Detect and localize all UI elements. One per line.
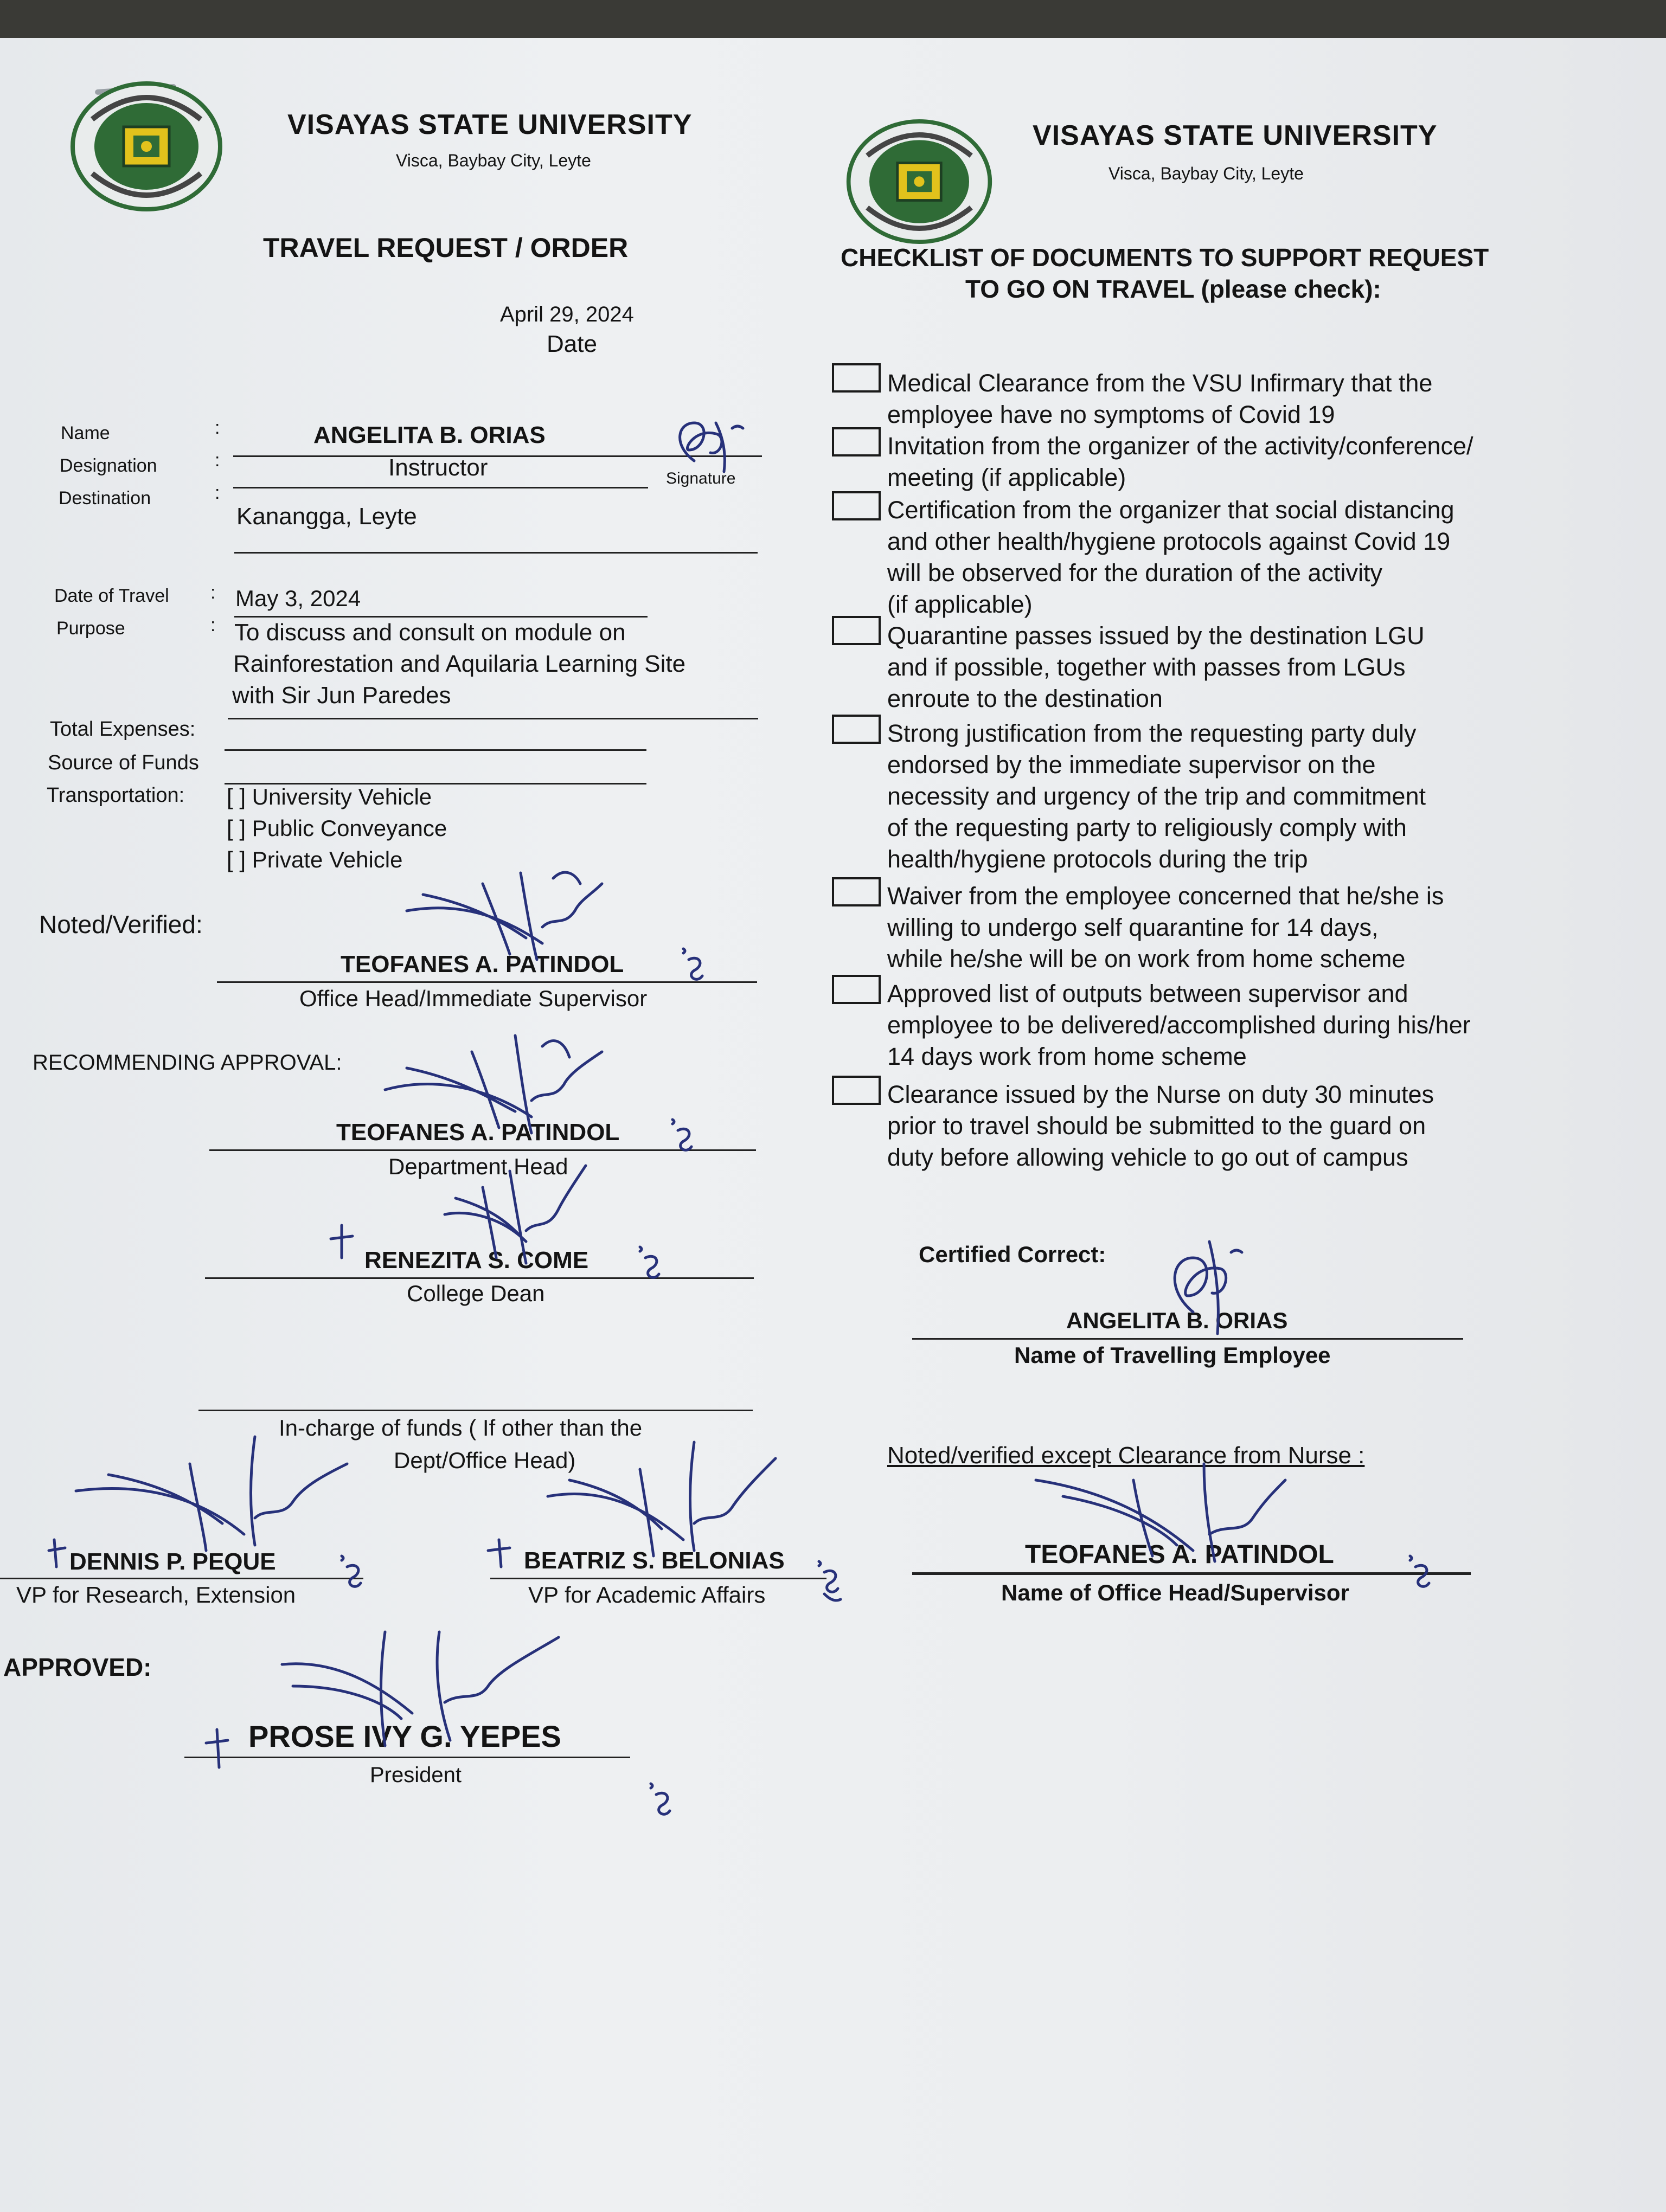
- signature-icon: [662, 412, 759, 477]
- checkbox-approved-outputs[interactable]: [832, 975, 881, 1004]
- date-label: Date: [547, 331, 597, 357]
- total-expenses-line: [225, 749, 646, 751]
- checklist-item-line: duty before allowing vehicle to go out of campus: [887, 1143, 1408, 1171]
- date-of-travel-label: Date of Travel: [54, 586, 169, 606]
- dept-head-name: TEOFANES A. PATINDOL: [336, 1119, 620, 1146]
- university-address: Visca, Baybay City, Leyte: [1108, 164, 1304, 183]
- date-of-travel-value: May 3, 2024: [235, 586, 361, 611]
- university-name: VISAYAS STATE UNIVERSITY: [287, 109, 693, 140]
- certified-correct-label: Certified Correct:: [919, 1242, 1106, 1267]
- checklist-item-line: health/hygiene protocols during the trip: [887, 845, 1308, 873]
- transportation-label: Transportation:: [47, 784, 185, 807]
- colon: :: [210, 582, 216, 603]
- checklist-item-line: and if possible, together with passes from LGUs: [887, 653, 1406, 681]
- recommending-approval-label: RECOMMENDING APPROVAL:: [33, 1051, 342, 1075]
- noted-signature-line: [217, 981, 757, 983]
- dean-role: College Dean: [407, 1281, 545, 1306]
- signature-icon: [488, 1437, 781, 1572]
- purpose-label: Purpose: [56, 618, 125, 639]
- checkbox-certification[interactable]: [832, 491, 881, 520]
- destination-label: Destination: [59, 488, 151, 509]
- designation-line: [233, 487, 648, 488]
- name-label: Name: [61, 423, 110, 443]
- signature-icon: [1030, 1458, 1291, 1567]
- checklist-item: [887, 1079, 1434, 1173]
- checklist-item: [887, 880, 1444, 975]
- vp-research-name: DENNIS P. PEQUE: [69, 1548, 276, 1575]
- checklist-item-line: while he/she will be on work from home scheme: [887, 945, 1406, 973]
- transport-private-vehicle[interactable]: [ ] Private Vehicle: [227, 847, 403, 872]
- checklist-item-line: will be observed for the duration of the activity: [887, 559, 1382, 587]
- checklist-item: [887, 978, 1471, 1072]
- date-of-travel-line: [234, 616, 648, 618]
- initial-icon: [813, 1556, 846, 1605]
- checklist-item-line: Approved list of outputs between supervisor and: [887, 980, 1408, 1007]
- university-name: VISAYAS STATE UNIVERSITY: [1033, 120, 1438, 151]
- checklist-item: [887, 494, 1454, 620]
- employee-name: ANGELITA B. ORIAS: [1066, 1308, 1288, 1333]
- signature-icon: [380, 1030, 607, 1144]
- checklist-item-line: Waiver from the employee concerned that he/she is: [887, 882, 1444, 910]
- checklist-item-line: employee have no symptoms of Covid 19: [887, 401, 1335, 428]
- initial-icon: [667, 1114, 700, 1158]
- checklist-item-line: and other health/hygiene protocols against Covid 19: [887, 528, 1451, 555]
- colon: :: [215, 450, 220, 471]
- purpose-line-3: with Sir Jun Paredes: [232, 682, 451, 709]
- noted-role: Office Head/Immediate Supervisor: [299, 986, 648, 1011]
- checklist-item-line: prior to travel should be submitted to the guard on: [887, 1112, 1426, 1140]
- initial-icon: [1405, 1551, 1437, 1594]
- destination-value: Kanangga, Leyte: [236, 503, 417, 530]
- university-seal-icon: [71, 81, 222, 211]
- noted-name: TEOFANES A. PATINDOL: [341, 951, 624, 978]
- transport-university-vehicle[interactable]: [ ] University Vehicle: [227, 784, 432, 809]
- signature-icon: [49, 1431, 353, 1572]
- checklist-title-line-2: TO GO ON TRAVEL (please check):: [965, 275, 1381, 303]
- president-name: PROSE IVY G. YEPES: [248, 1719, 561, 1753]
- approved-label: APPROVED:: [3, 1653, 152, 1681]
- transport-public-conveyance[interactable]: [ ] Public Conveyance: [227, 815, 447, 841]
- employee-role: Name of Travelling Employee: [1014, 1342, 1331, 1368]
- document-page: [0, 38, 1666, 2212]
- signature-icon: [206, 1621, 564, 1773]
- checklist-item-line: necessity and urgency of the trip and commitment: [887, 782, 1426, 810]
- checklist-item-line: Clearance issued by the Nurse on duty 30 minutes: [887, 1081, 1434, 1108]
- checklist-item-line: enroute to the destination: [887, 685, 1163, 712]
- source-of-funds-label: Source of Funds: [48, 751, 199, 774]
- dean-signature-line: [205, 1277, 754, 1279]
- checklist-item-line: endorsed by the immediate supervisor on the: [887, 751, 1376, 779]
- university-seal-icon: [846, 119, 992, 244]
- checkbox-waiver[interactable]: [832, 877, 881, 906]
- total-expenses-label: Total Expenses:: [50, 718, 196, 741]
- supervisor-role: Name of Office Head/Supervisor: [1001, 1580, 1349, 1605]
- supervisor-name: TEOFANES A. PATINDOL: [1025, 1540, 1334, 1569]
- checklist-item: [887, 718, 1426, 875]
- signature-icon: [331, 1149, 591, 1274]
- destination-line: [234, 552, 758, 554]
- checklist-item-line: Invitation from the organizer of the activity/conference/: [887, 432, 1473, 460]
- checklist-item-line: Strong justification from the requesting party duly: [887, 719, 1417, 747]
- supervisor-signature-line: [912, 1572, 1471, 1575]
- checklist-item-line: (if applicable): [887, 590, 1033, 618]
- initial-icon: [645, 1778, 678, 1822]
- designation-value: Instructor: [388, 454, 488, 481]
- checklist-item-line: Medical Clearance from the VSU Infirmary that the: [887, 369, 1433, 397]
- checkbox-strong-justification[interactable]: [832, 715, 881, 744]
- colon: :: [210, 615, 216, 635]
- checkbox-medical-clearance[interactable]: [832, 363, 881, 393]
- funds-signature-line: [198, 1410, 753, 1411]
- designation-label: Designation: [60, 455, 157, 476]
- checklist-item-line: willing to undergo self quarantine for 14 days,: [887, 914, 1379, 941]
- checkbox-nurse-clearance[interactable]: [832, 1076, 881, 1105]
- university-address: Visca, Baybay City, Leyte: [396, 151, 591, 170]
- funds-role-line-1: In-charge of funds ( If other than the: [279, 1415, 643, 1441]
- vp-research-role: VP for Research, Extension: [16, 1582, 296, 1607]
- vp-academic-role: VP for Academic Affairs: [528, 1582, 766, 1607]
- colon: :: [215, 483, 220, 503]
- initial-icon: [635, 1242, 667, 1285]
- president-role: President: [370, 1763, 462, 1787]
- form-title: TRAVEL REQUEST / ORDER: [263, 233, 629, 263]
- checkbox-invitation[interactable]: [832, 427, 881, 456]
- checklist-item-line: Certification from the organizer that social distancing: [887, 496, 1454, 524]
- initial-icon: [336, 1551, 369, 1594]
- checklist-item-line: 14 days work from home scheme: [887, 1043, 1247, 1070]
- noted-except-label: Noted/verified except Clearance from Nurse :: [887, 1442, 1365, 1469]
- checklist-item: [887, 368, 1432, 430]
- request-date: April 29, 2024: [500, 303, 634, 326]
- checklist-item-line: meeting (if applicable): [887, 464, 1126, 491]
- vp-academic-signature-line: [490, 1578, 826, 1579]
- checklist-title-line-1: CHECKLIST OF DOCUMENTS TO SUPPORT REQUEST: [841, 243, 1489, 272]
- colon: :: [215, 417, 220, 438]
- checklist-item: [887, 620, 1425, 715]
- dean-name: RENEZITA S. COME: [364, 1247, 589, 1274]
- initial-icon: [678, 943, 710, 987]
- checkbox-quarantine-passes[interactable]: [832, 616, 881, 645]
- signature-label: Signature: [666, 470, 736, 487]
- purpose-line: [228, 718, 758, 719]
- checklist-item-line: of the requesting party to religiously comply with: [887, 814, 1407, 841]
- funds-role-line-2: Dept/Office Head): [394, 1448, 576, 1473]
- checklist-item-line: Quarantine passes issued by the destination LGU: [887, 622, 1425, 650]
- vp-research-signature-line: [0, 1578, 363, 1579]
- vp-academic-name: BEATRIZ S. BELONIAS: [524, 1547, 785, 1574]
- purpose-line-2: Rainforestation and Aquilaria Learning Site: [233, 651, 686, 677]
- noted-verified-label: Noted/Verified:: [39, 910, 203, 938]
- checklist-item: [887, 430, 1473, 493]
- dept-head-role: Department Head: [388, 1154, 568, 1179]
- signature-icon: [401, 862, 607, 970]
- checklist-item-line: employee to be delivered/accomplished during his/her: [887, 1011, 1471, 1039]
- purpose-line-1: To discuss and consult on module on: [234, 619, 626, 646]
- signature-icon: [1155, 1231, 1253, 1339]
- traveler-name: ANGELITA B. ORIAS: [313, 422, 546, 448]
